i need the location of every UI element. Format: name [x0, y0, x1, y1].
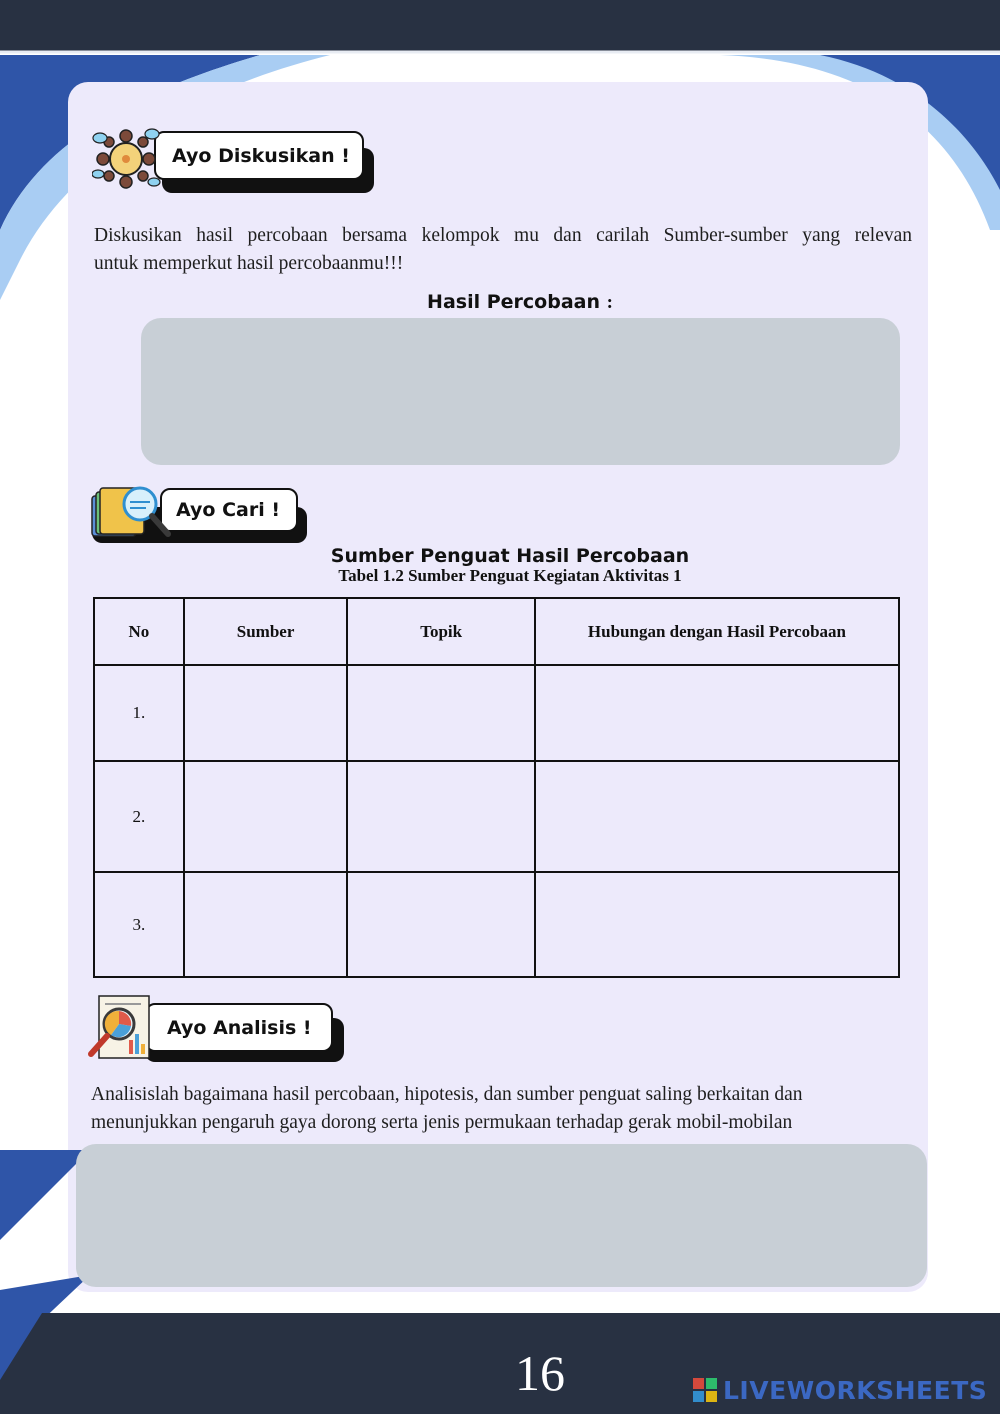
- diskusi-paragraph: [94, 222, 912, 278]
- hubungan-cell[interactable]: [535, 872, 899, 977]
- analisis-answer-box[interactable]: [76, 1144, 927, 1287]
- cari-badge: [90, 482, 315, 546]
- page-number: 16: [515, 1345, 565, 1401]
- liveworksheets-watermark: [693, 1372, 993, 1408]
- row-number: 3.: [94, 872, 184, 977]
- analisis-paragraph: [91, 1081, 921, 1137]
- topik-cell[interactable]: [347, 872, 535, 977]
- hasil-answer-box[interactable]: [141, 318, 900, 465]
- report-chart-magnifier-icon: [85, 994, 155, 1064]
- sumber-cell[interactable]: [184, 761, 348, 872]
- diskusi-badge: [92, 126, 377, 196]
- sumber-cell[interactable]: [184, 665, 348, 761]
- watermark-text: LIVEWORKSHEETS: [723, 1375, 988, 1405]
- row-number: 1.: [94, 665, 184, 761]
- table-caption: Tabel 1.2 Sumber Penguat Kegiatan Aktivitas 1: [338, 566, 682, 585]
- hasil-heading-colon: :: [606, 292, 613, 313]
- sumber-heading: Sumber Penguat Hasil Percobaan: [330, 545, 690, 567]
- header-bar: [0, 0, 1000, 52]
- hasil-heading-text: Hasil Percobaan: [427, 291, 600, 313]
- hubungan-cell[interactable]: [535, 665, 899, 761]
- analisis-line-1: Analisislah bagaimana hasil percobaan, hipotesis, dan sumber penguat saling berkaitan dan: [91, 1084, 803, 1105]
- diskusi-title: Ayo Diskusikan !: [172, 144, 350, 167]
- col-topik: Topik: [347, 598, 535, 665]
- topik-cell[interactable]: [347, 665, 535, 761]
- hasil-heading: [300, 291, 740, 314]
- hubungan-cell[interactable]: [535, 761, 899, 872]
- row-number: 2.: [94, 761, 184, 872]
- diskusi-line-1: Diskusikan hasil percobaan bersama kelompok mu dan carilah Sumber-sumber yang relevan: [94, 225, 912, 246]
- analisis-line-2: menunjukkan pengaruh gaya dorong serta jenis permukaan terhadap gerak mobil-mobilan: [91, 1112, 793, 1133]
- sumber-table: [93, 597, 900, 978]
- table-row: [94, 665, 899, 761]
- liveworksheets-logo-icon: [693, 1378, 717, 1402]
- analisis-title: Ayo Analisis !: [167, 1016, 312, 1039]
- cari-title: Ayo Cari !: [176, 499, 281, 521]
- table-header-row: [94, 598, 899, 665]
- folder-magnifier-icon: [90, 482, 172, 544]
- table-row: [94, 872, 899, 977]
- discussion-group-icon: [92, 126, 162, 192]
- col-hubungan: Hubungan dengan Hasil Percobaan: [535, 598, 899, 665]
- col-no: No: [94, 598, 184, 665]
- table-row: [94, 761, 899, 872]
- analisis-badge: [85, 994, 350, 1066]
- sumber-cell[interactable]: [184, 872, 348, 977]
- col-sumber: Sumber: [184, 598, 348, 665]
- diskusi-line-2: untuk memperkut hasil percobaanmu!!!: [94, 253, 404, 274]
- topik-cell[interactable]: [347, 761, 535, 872]
